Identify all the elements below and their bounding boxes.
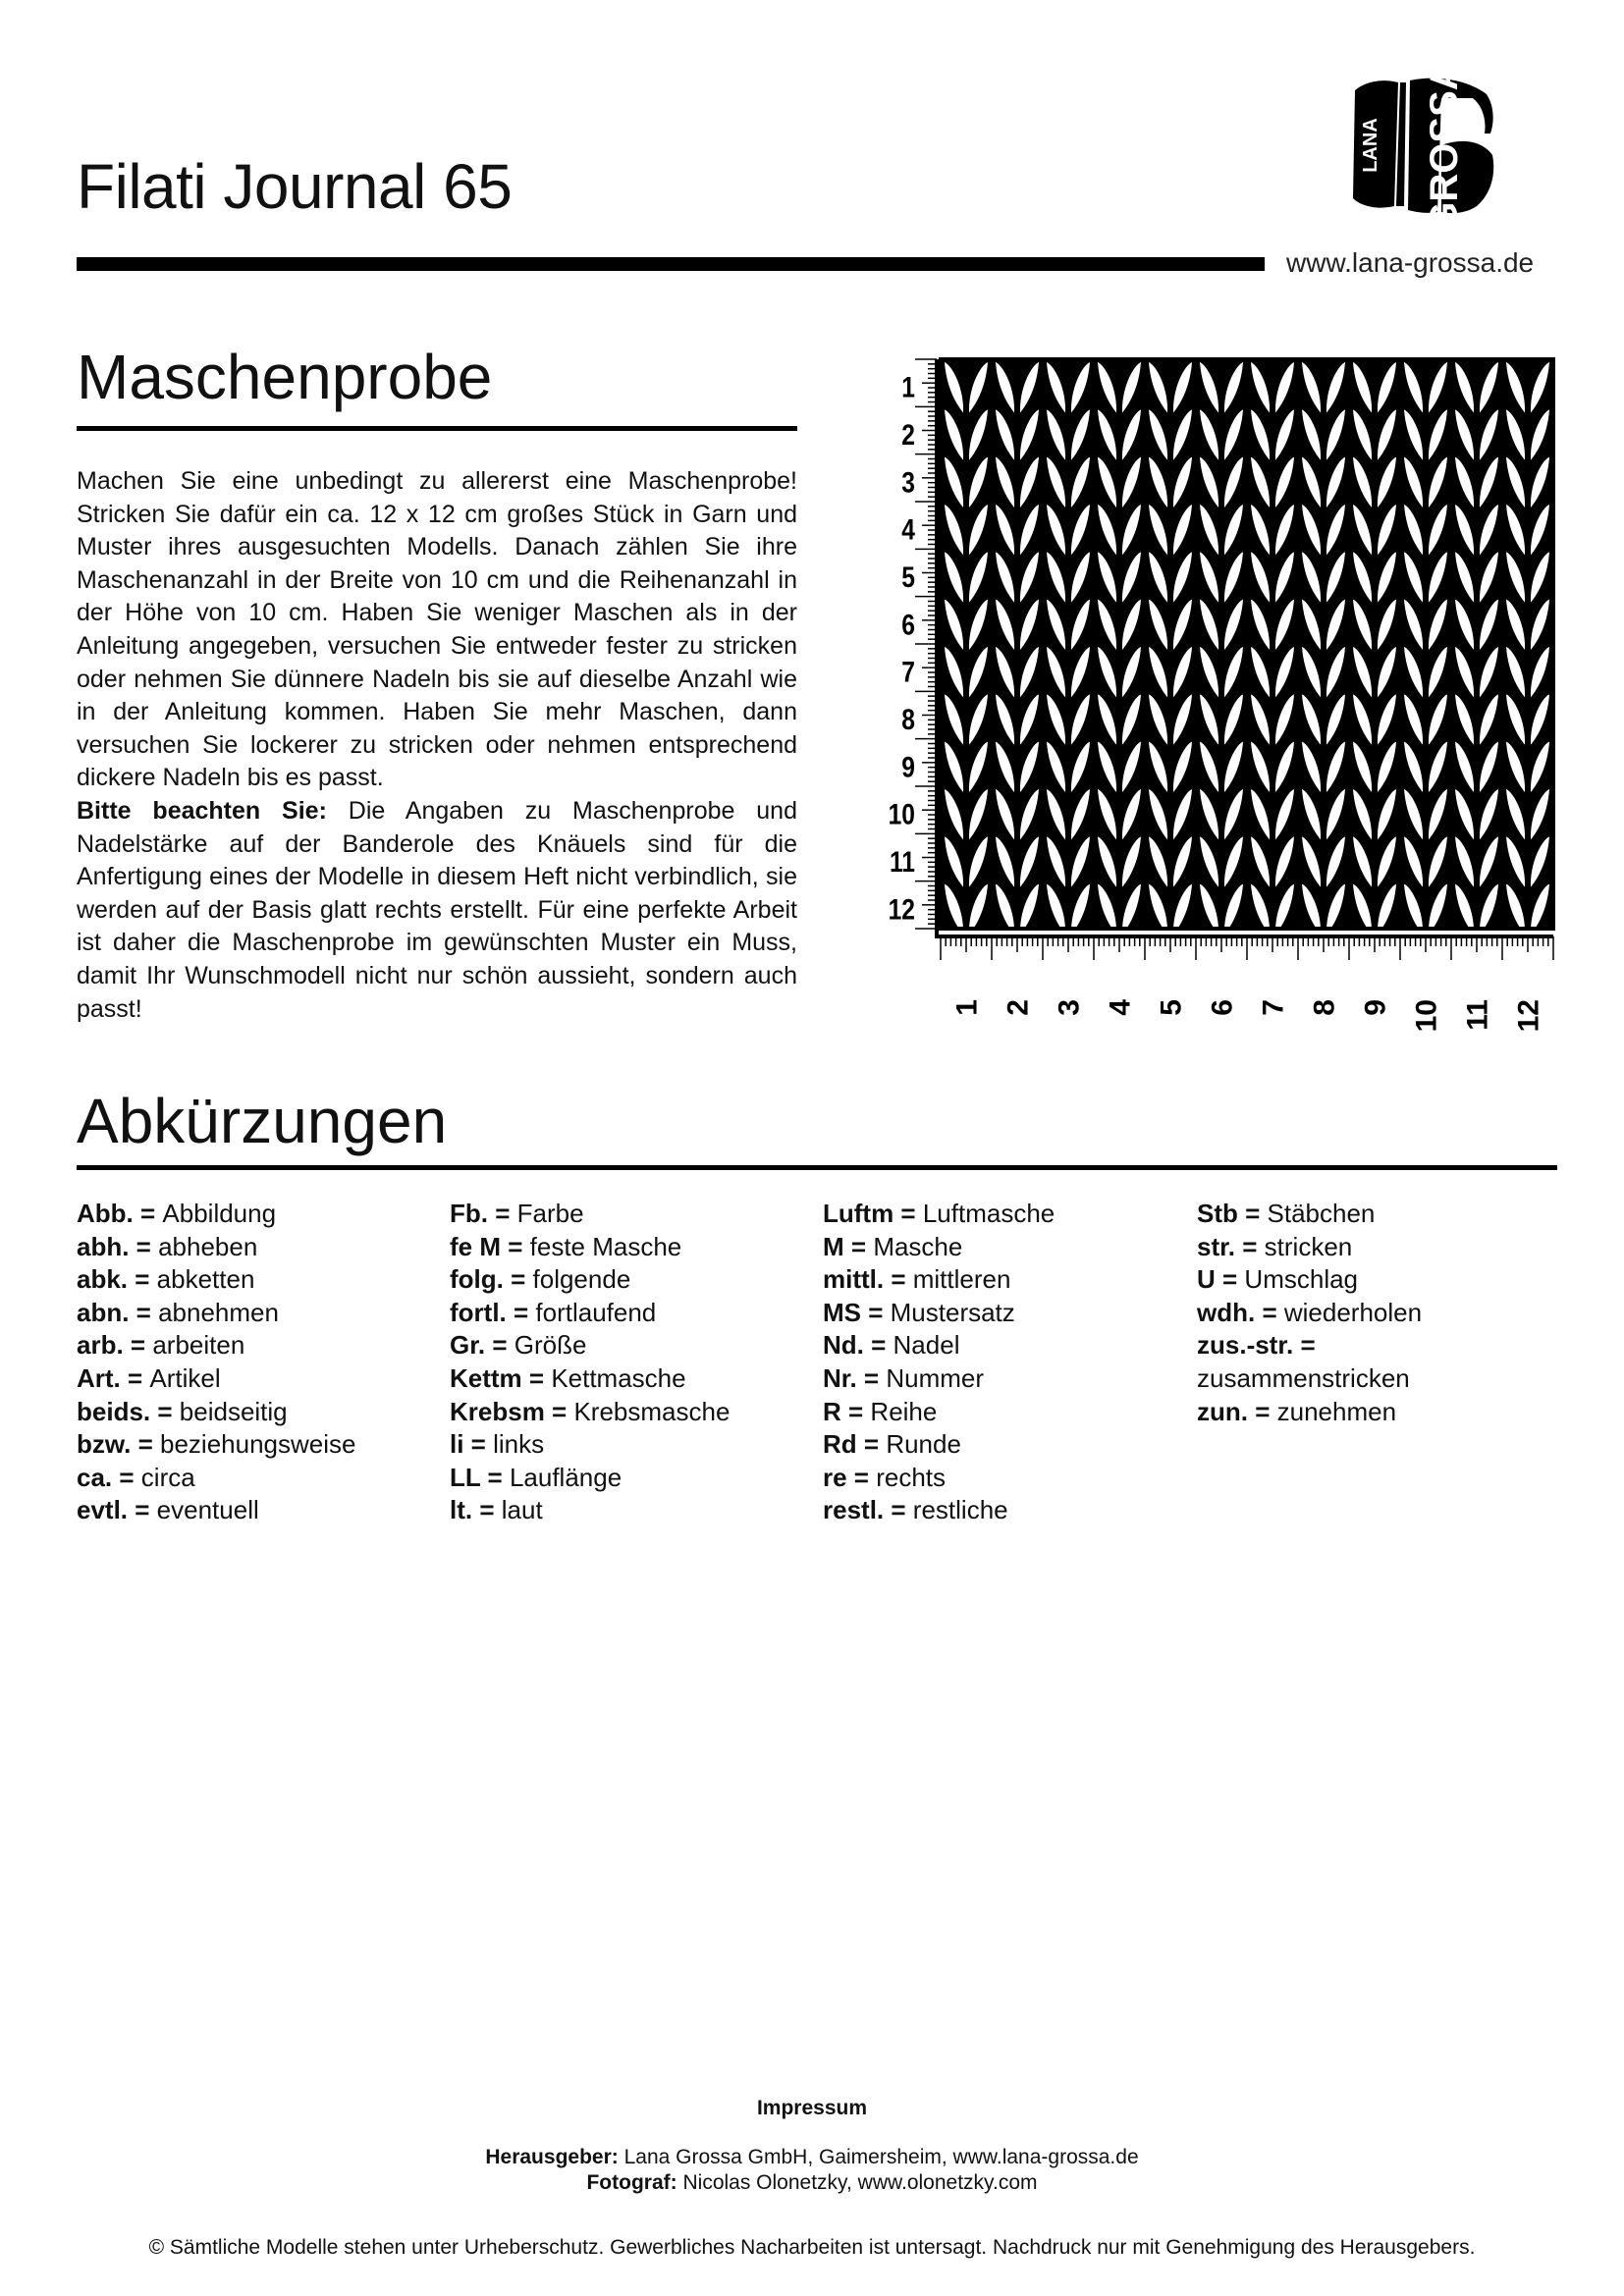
gauge-instructions [77,465,797,1026]
gauge-paragraph: Machen Sie eine unbedingt zu allererst eine Maschenprobe! Stricken Sie dafür ein ca. 12 x 12 cm großes Stück in Garn und Muster ihres ausgesuchten Modells. Danach zählen Sie ihre Maschenanzahl in der Breite von 10 cm und die Reihenanzahl in der Höhe von 10 cm. Haben Sie weniger Maschen als in der Anleitung angegeben, versuchen Sie entweder fester zu stricken oder nehmen Sie dünnere Nadeln bis sie auf dieselbe Anzahl wie in der Anleitung kommen. Haben Sie mehr Maschen, dann versuchen Sie lockerer zu stricken oder nehmen entsprechend dickere Nadeln bis es passt. [77,467,797,792]
ruler-label: 7 [1257,999,1290,1016]
equals-sign: = [506,1297,536,1327]
abbreviation-column [1197,1198,1422,1428]
gauge-note-label: Bitte beachten Sie: [77,796,327,825]
abbreviation-entry [1197,1231,1422,1264]
abbreviation-meaning: Reihe [870,1396,938,1426]
abbreviation-key: Art. [77,1362,121,1393]
abbreviation-meaning: feste Masche [529,1231,682,1261]
abbreviation-key: beids. [77,1396,151,1426]
abbreviation-entry [1197,1263,1422,1297]
abbreviation-meaning: Mustersatz [890,1297,1015,1327]
abbreviation-entry [450,1396,730,1429]
abbreviation-key: Kettm [450,1362,522,1393]
ruler-label: 4 [901,512,915,547]
equals-sign: = [1255,1297,1284,1327]
ruler-label: 2 [901,417,915,452]
abbreviation-entry [823,1494,1055,1527]
ruler-label: 12 [1512,999,1545,1033]
ruler-label: 10 [1410,999,1443,1033]
abbreviation-key: U [1197,1264,1216,1295]
abbreviation-entry [450,1362,730,1396]
abbreviation-entry [450,1231,730,1264]
ruler-label: 4 [1104,999,1137,1016]
abbreviation-key: R [823,1396,841,1426]
abbreviation-key: Gr. [450,1330,486,1361]
section-title-abkuerzungen: Abkürzungen [77,1086,448,1156]
abbreviation-entry [77,1297,355,1330]
ruler-label: 1 [901,370,915,404]
abbreviation-meaning: mittleren [912,1264,1011,1295]
abbreviation-key: Krebsm [450,1396,545,1426]
equals-sign: = [150,1396,180,1426]
abbreviation-meaning: arbeiten [152,1330,245,1361]
abbreviation-key: bzw. [77,1429,132,1460]
equals-sign: = [840,1396,871,1426]
publisher-value: Lana Grossa GmbH, Gaimersheim, www.lana-grossa.de [623,2146,1139,2168]
abbreviation-meaning: Lauflänge [509,1462,623,1492]
abbreviation-meaning: Kettmasche [551,1362,686,1393]
abbreviation-entry [823,1297,1055,1330]
abbreviation-meaning: Stäbchen [1267,1199,1376,1228]
ruler-label: 1 [950,999,984,1016]
section-rule [77,1165,1557,1170]
abbreviation-meaning: Nadel [893,1330,960,1361]
ruler-label: 7 [901,655,915,689]
copyright-notice: © Sämtliche Modelle stehen unter Urheberschutz. Gewerbliches Nacharbeiten ist untersagt. Nachdruck nur mit Genehmigung des Herausgebers. [148,2236,1476,2259]
abbreviation-meaning: folgende [532,1264,631,1295]
ruler-label: 6 [901,607,915,641]
abbreviation-entry [1197,1198,1422,1231]
ruler-label: 10 [888,797,915,831]
equals-sign: = [123,1330,153,1361]
abbreviation-meaning: Artikel [149,1362,221,1393]
gauge-note [77,795,797,1026]
equals-sign: = [112,1462,141,1492]
publisher-label: Herausgeber: [485,2146,619,2168]
abbreviation-key: re [823,1462,847,1492]
abbreviation-key: wdh. [1197,1297,1256,1327]
photographer-label: Fotograf: [586,2171,677,2194]
ruler-label: 8 [901,702,915,736]
abbreviation-column [77,1198,355,1527]
equals-sign: = [503,1264,533,1295]
abbreviation-entry [823,1428,1055,1462]
abbreviation-entry [450,1198,730,1231]
abbreviation-key: LL [450,1462,481,1492]
equals-sign: = [133,1199,163,1228]
abbreviation-entry [1197,1297,1422,1330]
abbreviation-meaning: Umschlag [1244,1264,1359,1295]
horizontal-ruler [937,936,1553,1032]
abbreviation-meaning: fortlaufend [535,1297,657,1327]
impressum-photographer [0,2171,1624,2195]
abbreviation-key: str. [1197,1231,1236,1261]
ruler-label: 9 [901,749,915,783]
equals-sign: = [488,1199,517,1228]
vertical-ruler [889,359,937,938]
ruler-label: 2 [1001,999,1035,1016]
abbreviation-entry [823,1198,1055,1231]
abbreviation-entry [823,1362,1055,1396]
abbreviation-key: Luftm [823,1199,894,1228]
abbreviation-meaning: laut [501,1495,543,1525]
abbreviation-column [450,1198,730,1527]
equals-sign: = [472,1495,502,1525]
abbreviation-meaning: abketten [156,1264,255,1295]
equals-sign: = [129,1231,159,1261]
equals-sign: = [893,1199,923,1228]
abbreviation-entry [823,1329,1055,1362]
abbreviation-entry [1197,1329,1422,1362]
abbreviation-entry [77,1362,355,1396]
equals-sign: = [501,1231,530,1261]
photographer-value: Nicolas Olonetzky, www.olonetzky.com [682,2171,1038,2194]
abbreviation-entry [77,1428,355,1462]
abbreviation-meaning: Runde [886,1429,961,1460]
abbreviation-key: Stb [1197,1199,1238,1228]
abbreviation-meaning: beziehungsweise [160,1429,356,1460]
abbreviation-entry [450,1329,730,1362]
abbreviation-meaning: restliche [912,1495,1008,1525]
equals-sign: = [129,1297,159,1327]
equals-sign: = [463,1429,494,1460]
abbreviation-key: Rd [823,1429,857,1460]
abbreviation-entry [1197,1396,1422,1429]
ruler-label: 11 [889,844,915,879]
abbreviation-meaning: stricken [1264,1231,1353,1261]
equals-sign: = [863,1330,893,1361]
impressum-title: Impressum [756,2097,868,2119]
abbreviation-entry [1197,1362,1422,1396]
ruler-label: 6 [1206,999,1239,1016]
equals-sign: = [884,1495,913,1525]
lana-grossa-logo [1347,62,1496,233]
abbreviation-meaning: eventuell [156,1495,259,1525]
abbreviation-meaning: beidseitig [179,1396,288,1426]
abbreviation-entry [450,1494,730,1527]
ruler-label: 3 [901,464,915,499]
ruler-label: 8 [1308,999,1341,1016]
abbreviation-key: folg. [450,1264,504,1295]
abbreviation-entry [823,1263,1055,1297]
equals-sign: = [128,1495,157,1525]
abbreviation-entry [77,1263,355,1297]
abbreviation-key: Nd. [823,1330,864,1361]
stitch-swatch [941,359,1553,934]
abbreviation-key: M [823,1231,844,1261]
equals-sign: = [846,1462,877,1492]
section-title-maschenprobe: Maschenprobe [77,342,493,412]
abbreviation-meaning: circa [140,1462,195,1492]
journal-title: Filati Journal 65 [77,151,513,222]
abbreviation-key: lt. [450,1495,473,1525]
equals-sign: = [131,1429,161,1460]
logo-grossa-text: GROSSA [1423,62,1466,233]
equals-sign: = [544,1396,574,1426]
abbreviation-entry [77,1231,355,1264]
equals-sign: = [856,1362,887,1393]
abbreviation-meaning: Farbe [516,1199,584,1228]
abbreviation-key: Fb. [450,1199,488,1228]
abbreviation-key: evtl. [77,1495,129,1525]
abbreviation-entry [77,1396,355,1429]
ruler-label: 5 [1155,999,1188,1016]
abbreviation-key: abh. [77,1231,130,1261]
abbreviation-entry [823,1231,1055,1264]
ruler-label: 12 [888,891,915,926]
abbreviation-entry [77,1462,355,1495]
ruler-label: 3 [1053,999,1086,1016]
abbreviation-key: abn. [77,1297,130,1327]
abbreviation-meaning: links [493,1429,545,1460]
equals-sign: = [1215,1264,1245,1295]
equals-sign: = [120,1362,150,1393]
abbreviation-key: mittl. [823,1264,885,1295]
equals-sign: = [1248,1396,1277,1426]
equals-sign: = [485,1330,514,1361]
equals-sign: = [856,1429,887,1460]
logo-lana-text: LANA [1360,118,1381,173]
abbreviation-meaning: abheben [158,1231,258,1261]
gauge-swatch-diagram [864,353,1561,1033]
abbreviation-entry [77,1329,355,1362]
ruler-label: 9 [1359,999,1392,1016]
abbreviation-entry [450,1428,730,1462]
header-rule [77,257,1265,271]
abbreviation-entry [77,1494,355,1527]
equals-sign: = [1235,1231,1265,1261]
abbreviation-meaning: wiederholen [1283,1297,1423,1327]
abbreviation-column [823,1198,1055,1527]
equals-sign: = [1293,1330,1316,1361]
abbreviation-meaning: abnehmen [158,1297,279,1327]
ruler-label: 5 [901,560,915,594]
abbreviation-key: arb. [77,1330,124,1361]
abbreviation-entry [823,1462,1055,1495]
gauge-note-text: Die Angaben zu Maschenprobe und Nadelstärke auf der Banderole des Knäuels sind für die Anfertigung eines der Modelle in diesem Heft nicht verbindlich, sie werden auf der Basis glatt rechts erstellt. Für eine perfekte Arbeit ist daher die Maschenprobe im gewünschten Muster ein Muss, damit Ihr Wunschmodell nicht nur schön aussieht, sondern auch passt! [77,796,797,1023]
abbreviation-key: Nr. [823,1362,857,1393]
equals-sign: = [884,1264,913,1295]
abbreviation-key: abk. [77,1264,129,1295]
section-rule [77,426,797,431]
abbreviation-meaning: zunehmen [1276,1396,1397,1426]
equals-sign: = [521,1362,552,1393]
abbreviation-key: fe M [450,1231,501,1261]
abbreviation-meaning: Größe [514,1330,587,1361]
abbreviation-key: fortl. [450,1297,507,1327]
abbreviation-key: li [450,1429,464,1460]
abbreviation-key: MS [823,1297,861,1327]
abbreviation-meaning: Abbildung [162,1199,277,1228]
abbreviation-entry [450,1263,730,1297]
abbreviation-meaning: Masche [873,1231,963,1261]
abbreviation-meaning: zusammenstricken [1197,1362,1410,1393]
abbreviation-meaning: rechts [876,1462,947,1492]
abbreviation-key: zus.-str. [1197,1330,1294,1361]
abbreviation-entry [450,1462,730,1495]
ruler-label: 11 [1461,999,1494,1031]
abbreviation-entry [77,1198,355,1231]
abbreviation-meaning: Luftmasche [922,1199,1056,1228]
abbreviation-entry [450,1297,730,1330]
abbreviation-key: zun. [1197,1396,1248,1426]
abbreviation-key: Abb. [77,1199,134,1228]
abbreviation-meaning: Krebsmasche [573,1396,731,1426]
abbreviation-key: ca. [77,1462,113,1492]
equals-sign: = [861,1297,891,1327]
equals-sign: = [1237,1199,1268,1228]
equals-sign: = [843,1231,874,1261]
impressum-publisher [0,2146,1624,2169]
website-url[interactable]: www.lana-grossa.de [1286,247,1535,278]
abbreviation-meaning: Nummer [886,1362,984,1393]
abbreviation-entry [823,1396,1055,1429]
equals-sign: = [480,1462,510,1492]
abbreviation-key: restl. [823,1495,885,1525]
equals-sign: = [128,1264,157,1295]
